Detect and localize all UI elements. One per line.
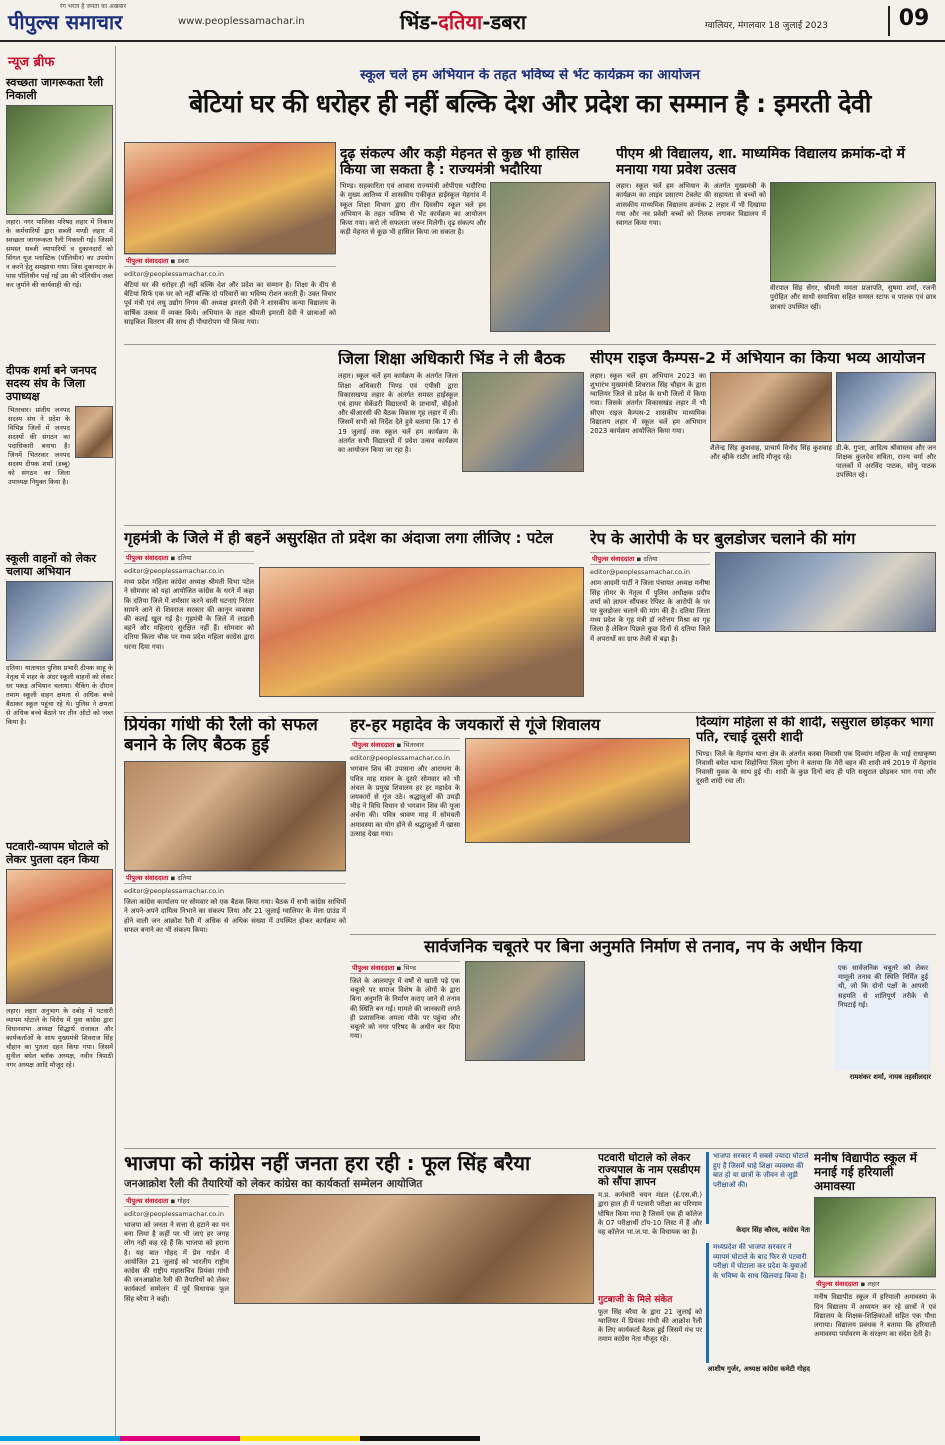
article-columns [124, 1194, 594, 1411]
editor-email[interactable]: editor@peoplessamachar.co.in [124, 887, 224, 896]
byline-name: पीपुल्स संवाददाता [352, 741, 395, 750]
brief-title[interactable]: स्वच्छता जागरूकता रैली निकाली [6, 76, 104, 102]
quote-credit: केदार सिंह कौरव, कांग्रेस नेता [736, 1226, 810, 1234]
byline-place: डबरा [177, 257, 189, 265]
article-body: जिला कांग्रेस कार्यालय पर सोमवार को एक बैठक किया गया। बैठक में सभी कांग्रेस साथियों ने अपने-अपने दायित्व निभाने का संकल्प लिया और 21 जुलाई ग्वालियर के मेला ग्राउंड में होने वाली जन आक्रोश रैली में अधिक से अधिक संख्या में उपस्थित होकर कार्यक्रम को सफल बनाने का भी संकल्प किया। [124, 898, 346, 934]
article-imarti [124, 142, 336, 558]
article-text [124, 1194, 229, 1411]
brief-body: लहार। नगर पालिका परिषद लहार में निकाय के कर्मचारियों द्वारा सब्जी मण्डी लहार में स्वच्छता जागरूकता रैली निकाली गई। जिसमें समस्त सब्जी व्यापारियों व दुकानदारों को सिंगल यूज प्लास्टिक (पॉलिथीन) का उपयोग न करने हेतु समझाया गया। जिस दुकानदार के पास पॉलिथीन पाई गई उस की पॉलिथीन जब्त कर जुर्माने की कार्यवाही की गई। [6, 218, 113, 289]
article-priyanka [124, 716, 346, 976]
photo-with-caption [710, 372, 832, 507]
section-title [400, 8, 526, 35]
article-text [350, 961, 460, 1131]
article-body: भिण्ड। जिले के मेहगांव थाना क्षेत्र के अंतर्गत कस्बा निवासी एक दिव्यांग महिला के भाई राधाकृष्ण निवासी बघेल थाना सिहोनिया जिला मुरैना ने बताया कि मेरी बहन की शादी वर्ष 2019 में मेहगांव निवासी युवक के साथ हुई थी। शादी के कुछ दिनों बाद ही पति ससुराल छोड़कर भाग गया और दूसरी शादी रचा ली। [696, 749, 936, 786]
article-columns [338, 372, 584, 507]
divider [124, 344, 936, 345]
divider [350, 934, 936, 935]
article-body: लहार। स्कूल चलें हम अभियान 2023 का शुभारंभ मुख्यमंत्री शिवराज सिंह चौहान के द्वारा ग्वालियर जिले से प्रदेश के सभी जिलों में किया गया। जिसके अंतर्गत विकासखंड लहार में भी सीएम राइज कैम्पस-2 शासकीय माध्यमिक विद्यालय लहार में स्कूल चलें हम अभियान 2023 कार्यक्रम आयोजित किया गया। [590, 371, 706, 436]
quote-credit: आशीष गुर्जर, अध्यक्ष कांग्रेस कमेटी गोहद [707, 1365, 810, 1374]
article-photo [490, 182, 610, 332]
article-bulldozer [590, 530, 936, 710]
byline-place: लहार [867, 1280, 880, 1289]
editor-email[interactable]: editor@peoplessamachar.co.in [350, 754, 450, 763]
article-headline[interactable]: जिला शिक्षा अधिकारी भिंड ने ली बैठक [338, 350, 565, 368]
byline: पीपुल्स संवाददाता ◾ दतिया [590, 552, 710, 565]
byline-name: पीपुल्स संवाददाता [592, 555, 635, 564]
article-photo [234, 1194, 594, 1304]
print-color-bar [120, 1436, 240, 1441]
article-bhadoriya [340, 146, 610, 346]
article-photo [715, 552, 936, 632]
kicker-block [124, 68, 936, 88]
photo-caption: डी.के. गुप्ता, आदित्य श्रीवास्तव और जन शिक्षक कुलदेव सविता, राज्य वर्मा और पालकों में अरविंद पाठक, सोनू पाठक उपस्थित रहे। [836, 443, 936, 480]
article-columns [350, 738, 690, 915]
article-photo [124, 142, 336, 254]
byline: पीपुल्स संवाददाता ◾ गोहद [124, 1194, 229, 1207]
section-part-bhind: भिंड- [400, 10, 439, 34]
byline-name: पीपुल्स संवाददाता [126, 1197, 169, 1206]
article-headline[interactable]: दिव्यांग महिला से की शादी, ससुराल छोड़कर भागा पति, रचाई दूसरी शादी [696, 716, 934, 745]
divider [124, 712, 936, 713]
article-manish-vidyapeeth [814, 1152, 936, 1434]
editor-email[interactable]: editor@peoplessamachar.co.in [590, 568, 690, 577]
byline-place: भिण्ड [403, 963, 417, 972]
article-columns [340, 182, 610, 332]
article-body: लहार। स्कूल चलें हम अभियान के अंतर्गत मुख्यमंत्री के कार्यक्रम का लाइव प्रसारण टेबलेट की सहायता से बच्चों को शासकीय माध्यमिक विद्यालय क्रमांक 2 लहार में भी दिखाया गया और नव प्रवेशी बच्चों को तिलक लगाकर विद्यालय में स्वागत किया गया। [616, 182, 766, 227]
article-photo [465, 961, 585, 1061]
article-subhead: जनआक्रोश रैली की तैयारियों को लेकर कांग्रेस का कार्यकर्ता सम्मेलन आयोजित [124, 1178, 423, 1190]
article-body-continued [590, 961, 830, 1131]
article-columns [590, 372, 936, 507]
article-body: भिण्ड। सहकारिता एवं आवास राज्यमंत्री ओपीएस भदौरिया के मुख्य आतिथ्य में शासकीय एकीकृत हाईस्कूल मेहगांव में स्कूल शिक्षा विभाग द्वारा तीन दिवसीय स्कूल चले हम अभियान के तहत भविष्य से भेंट कार्यक्रम का आयोजन किया गया। करो तो सफलता जरूर मिलेगी। दृढ़ संकल्प और कड़ी मेहनत से कुछ भी हासिल किया जा सकता है। [340, 182, 486, 237]
editor-email[interactable]: editor@peoplessamachar.co.in [124, 1210, 224, 1219]
byline: पीपुल्स संवाददाता ◾ भितरवार [350, 738, 460, 751]
byline: पीपुल्स संवाददाता ◾ लहार [814, 1277, 936, 1290]
article-photo [462, 372, 584, 472]
divider [124, 525, 936, 526]
article-patel [124, 530, 584, 710]
article-photo [259, 567, 584, 697]
article-columns [350, 961, 936, 1131]
byline: पीपुल्स संवाददाता ◾ भिण्ड [350, 961, 460, 974]
byline-place: दतिया [177, 874, 192, 883]
byline-name: पीपुल्स संवाददाता [126, 257, 169, 265]
logo-tagline: रंग भरता है जनता का अखबार [60, 3, 127, 10]
article-cm-rise [590, 350, 936, 520]
article-headline[interactable]: प्रियंका गांधी की रैली को सफल बनाने के लिए बैठक हुई [124, 716, 318, 755]
article-body: बेटियां घर की धरोहर ही नहीं बल्कि देश और प्रदेश का सम्मान है। शिक्षा के दीप से बेटियां सिर्फ एक घर को नहीं बल्कि दो परिवारों का भविष्य रोशन करती हैं। उक्त विचार पूर्व मंत्री एवं लघु उद्योग निगम की अध्यक्ष इमरती देवी ने शासकीय कन्या विद्यालय के वार्षिक उत्सव में व्यक्त किये। अभियान के तहत श्रीमती इमरती देवी ने छात्राओं को साइकिल वितरण की साथ ही पौधारोपण भी किया गया। [124, 281, 336, 326]
article-photo [710, 372, 832, 442]
pull-quote: एक सार्वजनिक चबूतरे को लेकर मामूली तनाव की स्थिति निर्मित हुई थी, जो कि दोनों पक्षों के आपसी सहमति से शांतिपूर्ण तरीके से निपटाई गई। [835, 961, 931, 1071]
pull-quote: भाजपा सरकार में सबसे ज्यादा घोटाले हुए हैं जिसमें चाहे शिक्षा व्यवस्था की बात हो या छात्रों के जीवन से जुड़ी परीक्षाओं की। [706, 1152, 810, 1224]
article-photo [836, 372, 936, 442]
article-headline[interactable]: मनीष विद्यापीठ स्कूल में मनाई गई हरियाली अमावस्या [814, 1152, 917, 1193]
article-headline[interactable]: सीएम राइज कैम्पस-2 में अभियान का किया भव्य आयोजन [590, 350, 925, 367]
sub-body: फूल सिंह बरैया के द्वारा 21 जुलाई को ग्वालियर में प्रियंका गांधी की आक्रोश रैली के लिए कार्यकर्ता बैठक हुई जिसमें मंच पर तमाम कांग्रेस नेता मौजूद रहे। [598, 1307, 702, 1344]
article-baraiya [124, 1152, 594, 1434]
section-part-datia: दतिया [438, 10, 483, 34]
article-headline[interactable]: रेप के आरोपी के घर बुलडोजर चलाने की मांग [590, 530, 856, 548]
print-color-bar [240, 1436, 360, 1441]
article-headline[interactable]: हर-हर महादेव के जयकारों से गूंजे शिवालय [350, 716, 601, 734]
website-url[interactable]: www.peoplessamachar.in [178, 16, 305, 27]
byline-name: पीपुल्स संवाददाता [126, 554, 169, 563]
article-patwari-memo [598, 1152, 702, 1434]
article-photo [814, 1197, 936, 1277]
byline: पीपुल्स संवाददाता ◾ दतिया [124, 871, 346, 884]
article-body: आम आदमी पार्टी ने जिला पंचायत अध्यक्ष मनीषा सिंह तोमर के नेतृत्व में पुलिस अधीक्षक प्रदीप शर्मा को ज्ञापन सौंपकर रेपिस्ट के आरोपी के घर पर बुलडोजर चलाने की मांग की है। दतिया जिला मध्य प्रदेश के गृह मंत्री डॉ नरोत्तम मिश्रा का गृह जिला है लेकिन पिछले कुछ दिनों से दतिया जिले में अपराधों का ग्राफ तेजी से बढ़ा है। [590, 579, 710, 643]
brief-title[interactable]: पटवारी-व्यापम घोटाले को लेकर पुतला दहन किया [6, 840, 109, 866]
article-chabutra [350, 938, 936, 1148]
quotes-column [706, 1152, 810, 1434]
brief-body: लहार। लहार अनुभाग के दबोह में पटवारी व्यापम घोटाले के विरोध में युवा कांग्रेस द्वारा विधानसभा अध्यक्ष सिद्धार्थ राजावत और कार्यकर्ताओं के साथ मुख्यमंत्री शिवराज सिंह चौहान का पुतला दहन किया गया। जिसमें सुनील बघेल ब्लॉक अध्यक्ष, नवीन त्रिपाठी नगर अध्यक्ष आदि मौजूद रहे। [6, 1007, 113, 1069]
article-body: मनीष विद्यापीठ स्कूल में हरियाली अमावस्या के दिन विद्यालय में अध्ययन कर रहे छात्रों ने एवं विद्यालय के शिक्षक-शिक्षिकाओं सहित एक पौधा लगाया। विद्यालय प्रबंधक ने बताया कि हरियाली अमावस्या पर्यावरण के संरक्षण का संदेश देती है। [814, 1293, 936, 1339]
article-headline[interactable]: गृहमंत्री के जिले में ही बहनें असुरक्षित तो प्रदेश का अंदाजा लगा लीजिए : पटेल [124, 530, 553, 547]
byline-name: पीपुल्स संवाददाता [126, 874, 169, 883]
print-color-bar [360, 1436, 480, 1441]
byline-place: दतिया [643, 555, 658, 564]
page-number: 09 [888, 6, 938, 36]
byline: पीपुल्स संवाददाता ◾ डबरा [124, 254, 336, 267]
article-text [590, 552, 710, 689]
quote-box [835, 961, 931, 1131]
article-headline[interactable]: पटवारी घोटाले को लेकर राज्यपाल के नाम एसडीएम को सौंपा ज्ञापन [598, 1152, 701, 1189]
brief-photo [6, 869, 113, 1004]
byline-place: दतिया [177, 554, 192, 563]
photo-caption: शैलेन्द्र सिंह कुशवाह, प्राचार्य विनोद सिंह कुशवाह और व्हीके राठौर आदि मौजूद रहे। [710, 443, 832, 462]
divider [124, 1148, 936, 1149]
lead-headline[interactable]: बेटियां घर की धरोहर ही नहीं बल्कि देश और प्रदेश का सम्मान है : इमरती देवी [189, 90, 871, 118]
byline-name: पीपुल्स संवाददाता [816, 1280, 859, 1289]
news-brief-column [4, 46, 116, 1438]
byline: पीपुल्स संवाददाता ◾ दतिया [124, 551, 254, 564]
article-deo-meeting [338, 350, 584, 520]
article-divyang [696, 716, 936, 931]
brief-title[interactable]: दीपक शर्मा बने जनपद सदस्य संघ के जिला उपाध्यक्ष [6, 364, 97, 403]
article-body: म.प्र. कर्मचारी चयन मंडल (ई.एस.बी.) द्वारा हाल ही में पटवारी परीक्षा का परिणाम घोषित किया गया है जिसमें एक ही कॉलेज के 07 परीक्षार्थी टॉप-10 लिस्ट में हैं और वह कॉलेज भा.ज.पा. के विधायक का है। [598, 1191, 702, 1236]
quote-credit: रामशंकर शर्मा, नायब तहसीलदार [849, 1072, 931, 1081]
article-body: भगवान शिव की उपासना और आराधना के पवित्र माह सावन के दूसरे सोमवार को भी अंचल के प्रमुख शिवालय हर हर महादेव के जयकारों से गूंज उठे। श्रद्धालुओं की उमड़ी भीड़ ने विधि विधान से भगवान शिव की पूजा अर्चना की। पवित्र श्रावण माह में सोमवती अमावस्या का योग होने से श्रद्धालुओं में खासा उत्साह देखा गया। [350, 765, 460, 838]
dateline: ग्वालियर, मंगलवार 18 जुलाई 2023 [705, 21, 828, 31]
masthead [0, 0, 945, 42]
kicker: स्कूल चले हम अभियान के तहत भविष्य से भेंट कार्यक्रम का आयोजन [360, 68, 700, 83]
print-color-bar [0, 1436, 120, 1441]
article-headline[interactable]: सार्वजनिक चबूतरे पर बिना अनुमति निर्माण से तनाव, नप के अधीन किया [424, 938, 862, 956]
article-columns [590, 552, 936, 689]
byline-name: पीपुल्स संवाददाता [352, 963, 395, 972]
article-photo [770, 182, 936, 282]
article-shivalay [350, 716, 690, 931]
brief-body: दतिया। यातायात पुलिस प्रभारी दीपक साहू के नेतृत्व में शहर के अंदर स्कूली वाहनों को लेकर धर पकड़ अभियान चलाया। चैकिंग के दौरान तमाम स्कूली वाहन क्षमता से अधिक बच्चे बैठाकर स्कूल पहुंचा रहे थे। पुलिस ने क्षमता से अधिक बच्चे बैठाने पर तीन ऑटो को जब्त किया है। [6, 664, 113, 726]
article-body: मध्य प्रदेश महिला कांग्रेस अध्यक्ष श्रीमती विभा पटेल ने सोमवार को यहां आयोजित कांग्रेस के धरने में कहा कि दतिया जिले में शर्मसार करने वाली घटनाएं निरंतर सामने आने से शिवराज सरकार की कानून व्यवस्था की कलई खुल गई है। गृहमंत्री के जिले में लाडली बहनें और महिलाएं सुरक्षित नहीं हैं। सोमवार को दतिया किला चौक पर मध्य प्रदेश महिला कांग्रेस द्वारा धरना दिया गया। [124, 578, 254, 651]
brief-body: भितरवार। प्रांतीय जनपद सदस्य संघ ने प्रदेश के विभिन्न जिलों में जनपद सदस्यों की संगठन का पदाधिकारी बनाया है। जिनमें भितरवार जनपद सदस्य दीपक शर्मा (डब्बू) को संगठन का जिला उपाध्यक्ष नियुक्त किया है। [8, 406, 70, 486]
article-photo [124, 761, 346, 871]
article-body: लहार। स्कूल चलें हम कार्यक्रम के अंतर्गत जिला शिक्षा अधिकारी भिण्ड एवं एपीसी द्वारा विकासखण्ड लहार के अंतर्गत समस्त हाईस्कूल एवं हायर सेकेंडरी विद्यालयों के प्राचार्यों, बीईओ और बीआरसी की बैठक विकास गृह लहार में ली। जिसमें सभी को निर्देश देते हुये बताया कि 17 से 19 जुलाई तक स्कूल चलें हम कार्यक्रम के अंतर्गत सभी विद्यालयों में प्रवेश उत्सव कार्यक्रम का आयोजन किया जा रहा है। [338, 372, 458, 455]
brief-title[interactable]: स्कूली वाहनों को लेकर चलाया अभियान [6, 552, 96, 578]
news-brief-label: न्यूज ब्रीफ [8, 55, 55, 70]
article-headline[interactable]: भाजपा को कांग्रेस नहीं जनता हरा रही : फूल सिंह बरैया [124, 1152, 531, 1175]
article-columns [616, 182, 936, 332]
article-photo [465, 738, 690, 843]
photo-caption: वीरपाल सिंह सेंगर, श्रीमती ममता प्रजापति, सुषमा शर्मा, रजनी पुरोहित और साथी समाधिया सहित समस्त स्टाफ व पालक एवं छात्र छात्राएं उपस्थित रहीं। [770, 284, 936, 311]
byline-place: गोहद [177, 1197, 190, 1206]
lead-headline-block [124, 90, 936, 136]
sub-heading: गुटबाजी के मिले संकेत [598, 1295, 673, 1306]
brief-photo [6, 581, 113, 661]
article-body: जिले के आलमपुर में वर्षों से खाली पड़े एक चबूतरे पर समाज विशेष के लोगों के द्वारा बिना अनुमति के निर्माण कराए जाने से तनाव की स्थिति बन गई। मामले की जानकारी लगते ही प्रशासनिक अमला मौके पर पहुंचा और चबूतरे को नगर परिषद के अधीन कर दिया गया। [350, 976, 460, 1041]
article-headline[interactable]: दृढ़ संकल्प और कड़ी मेहनत से कुछ भी हासिल किया जा सकता है : राज्यमंत्री भदौरिया [340, 146, 580, 179]
article-media [234, 1194, 594, 1411]
article-body: भाजपा को जनता ने सत्ता से हटाने का मन बना लिया है कहीं पर भी जाएं हर जगह लोग नहीं कह रहे हैं कि भाजपा को हराना है। यह बात गोहद में प्रेम गार्डन में आयोजित 21 जुलाई को भारतीय राष्ट्रीय कांग्रेस की राष्ट्रीय महासचिव प्रियंका गांधी की जनआक्रोश रैली की तैयारियों को लेकर कार्यकर्ता सम्मेलन में पूर्व विधायक फूल सिंह बरैया ने कही। [124, 1221, 229, 1303]
byline-place: भितरवार [403, 741, 424, 750]
photo-with-caption [836, 372, 936, 507]
section-part-dabra: -डबरा [482, 10, 527, 34]
article-columns [124, 567, 584, 698]
newspaper-logo[interactable]: पीपुल्स समाचार [8, 10, 123, 34]
portrait-photo [75, 406, 113, 458]
brief-photo [6, 105, 113, 215]
photo-with-caption [770, 182, 936, 332]
article-text [124, 567, 254, 698]
article-text [350, 738, 460, 915]
brief-with-photo [6, 406, 113, 546]
editor-email[interactable]: editor@peoplessamachar.co.in [124, 270, 224, 278]
pull-quote: मध्यप्रदेश की भाजपा सरकार ने व्यापमं घोटाले के बाद फिर से पटवारी परीक्षा में घोटाला कर प्रदेश के युवाओं के भविष्य के साथ खिलवाड़ किया है। [706, 1243, 810, 1363]
article-headline[interactable]: पीएम श्री विद्यालय, शा. माध्यमिक विद्यालय क्रमांक-दो में मनाया गया प्रवेश उत्सव [616, 146, 905, 179]
article-pm-shri [616, 146, 936, 346]
editor-email[interactable]: editor@peoplessamachar.co.in [124, 567, 224, 576]
